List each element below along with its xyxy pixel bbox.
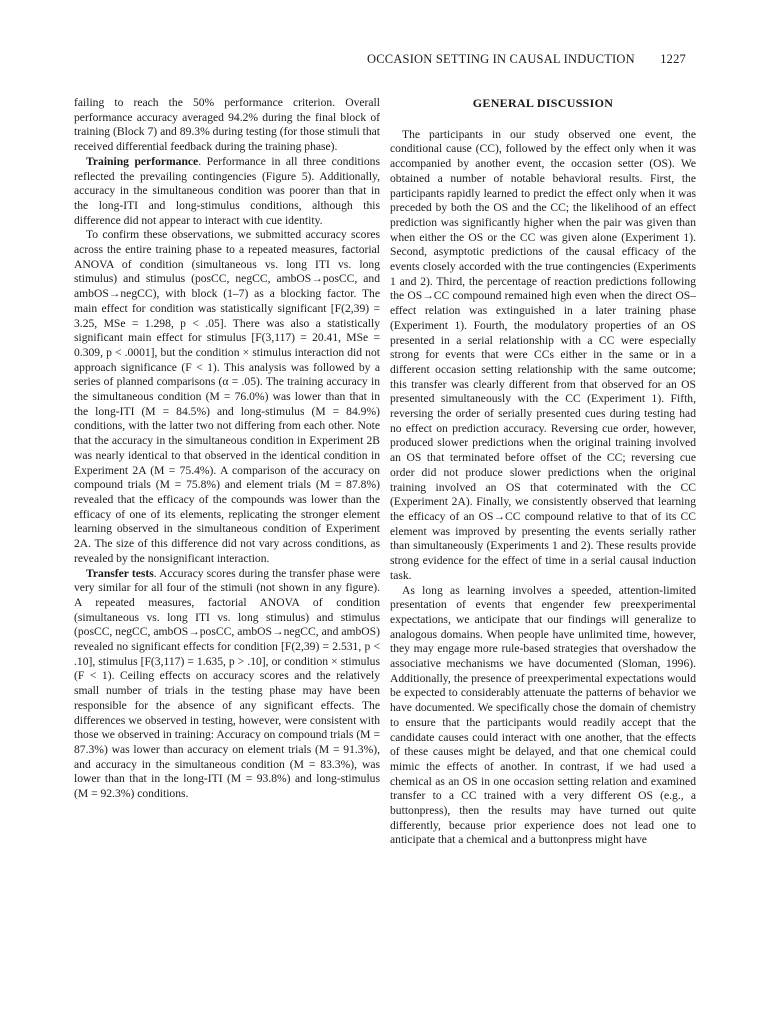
running-head <box>367 52 686 67</box>
paragraph-anova-training: To confirm these observations, we submitted accuracy scores across the entire training phase to a repeated measures, factorial ANOVA of condition (simultaneous vs. long ITI vs. long stimulus) and stimulus (posCC, negCC, ambOS→posCC, and ambOS→negCC), with block (1–7) as a blocking factor. The main effect for condition was statistically significant [F(2,39) = 3.25, MSe = 1.298, p < .05]. There was also a statistically significant main effect for stimulus [F(3,117) = 20.41, MSe = 0.309, p < .0001], but the condition × stimulus interaction did not approach significance (F < 1). This analysis was followed by a series of planned comparisons (α = .05). The training accuracy in the simultaneous condition (M = 76.0%) was lower than that in the long-ITI (M = 84.5%) and long-stimulus (M = 84.9%) conditions, with the latter two not differing from each other. Note that the accuracy in the simultaneous condition in Experiment 2B was nearly identical to that observed in the identical condition in Experiment 2A (M = 75.4%). A comparison of the accuracy on compound trials (M = 75.8%) and element trials (M = 87.8%) revealed that the efficacy of the compounds was lower than the efficacy of one of its elements, replicating the stronger element learning observed in the simultaneous condition of Experiment 2A. The size of this difference did not vary across conditions, as revealed by the nonsignificant interaction. <box>74 228 380 565</box>
transfer-tests-text: . Accuracy scores during the transfer phase were very similar for all four of the stimuli (not shown in any figure). A repeated measures, factorial ANOVA of condition (simultaneous vs. long ITI vs. long stimulus) and stimulus (posCC, negCC, ambOS→posCC, ambOS→negCC, and ambOS) revealed no significant effects for condition [F(2,39) = 2.531, p < .10], stimulus [F(3,117) = 1.635, p > .10], or condition × stimulus (F < 1). Ceiling effects on accuracy scores and the relatively small number of trials in the testing phase may have been responsible for the absence of any significant effects. The differences we observed in testing, however, were consistent with those we observed in training: Accuracy on compound trials (M = 87.3%) was lower than accuracy on element trials (M = 91.3%), and accuracy in the simultaneous condition (M = 83.3%), was lower than that in the long-ITI (M = 93.8%) and long-stimulus (M = 92.3%) conditions. <box>74 566 380 801</box>
paragraph-discussion-generalization: As long as learning involves a speeded, attention-limited presentation of events that engender few preexperimental expectations, we anticipate that our findings will generalize to analogous domains. When people have unlimited time, however, they may engage more rule-based strategies that overshadow the associative mechanisms we have documented (Sloman, 1996). Additionally, the presence of preexperimental expectations would be expected to considerably attenuate the patterns of behavior we have documented. We specifically chose the domain of chemistry to ensure that the participants would readily accept that the candidate causes could interact with one another, that the effects of these causes might be delayed, and that one chemical could mimic the effects of another. In contrast, if we had used a chemical as an OS in one occasion setting relation and examined transfer to a CC trained with a very different OS (e.g., a buttonpress), then the results may have turned out quite differently, because prior experience does not lead one to anticipate that a chemical and a buttonpress might have <box>390 583 696 847</box>
page-number: 1227 <box>660 52 686 66</box>
general-discussion-heading: GENERAL DISCUSSION <box>472 96 614 110</box>
training-performance-heading: Training performance <box>86 154 199 168</box>
left-column <box>74 96 380 802</box>
transfer-tests-heading: Transfer tests <box>86 566 154 580</box>
paragraph-discussion-summary: The participants in our study observed one event, the conditional cause (CC), followed by the effect only when it was accompanied by another event, the occasion setter (OS). We obtained a number of notable behavioral results. First, the participants rapidly learned to predict the effect only when it was preceded by both the OS and the CC; the likelihood of an effect prediction was significantly higher when the pair was given than when either the OS or the CC was given alone (Experiment 1). Second, asymptotic predictions of the causal efficacy of the events closely accorded with the true contingencies (Experiments 1 and 2). Third, the percentage of reaction predictions following the OS→CC compound remained high even when the direct OS–effect relation was extinguished in a later training phase (Experiment 1). Fourth, the modulatory properties of an OS presented in a serial relationship with a CC were especially strong for events that were CCs either in the same or in a different occasion setting relationship with the same outcome; this transfer was clearly different from that observed for an OS presented simultaneously with the CC (Experiment 1). Fifth, reversing the order of serially presented cues during testing had no effect on prediction accuracy. Reversing cue order, however, produced slower predictions when the original training involved an OS that terminated before offset of the CC; reversing cue order did not produce slower predictions when the original training involved an OS that coterminated with the CC (Experiment 2A). Finally, we consistently observed that learning the efficacy of an OS→CC compound relative to that of its CC element was improved by presenting the events serially rather than simultaneously (Experiments 1 and 2). These results provide strong evidence for the effect of time in a serial causal induction task. <box>390 127 696 582</box>
paragraph-transfer-tests <box>74 567 380 802</box>
paragraph-continuation: failing to reach the 50% performance criterion. Overall performance accuracy averaged 94.2% during the final block of training (Block 7) and 89.3% during testing (for those stimuli that received differential feedback during the training phase). <box>74 96 380 154</box>
paragraph-training-performance <box>74 155 380 229</box>
right-column <box>390 96 696 848</box>
running-title: OCCASION SETTING IN CAUSAL INDUCTION <box>367 52 635 66</box>
training-performance-text: . Performance in all three conditions reflected the prevailing contingencies (Figure 5). Additionally, accuracy in the simultaneous condition was poorer than that in the long-ITI and long-stimulus conditions, although this difference did not appear to interact with cue identity. <box>74 154 380 227</box>
